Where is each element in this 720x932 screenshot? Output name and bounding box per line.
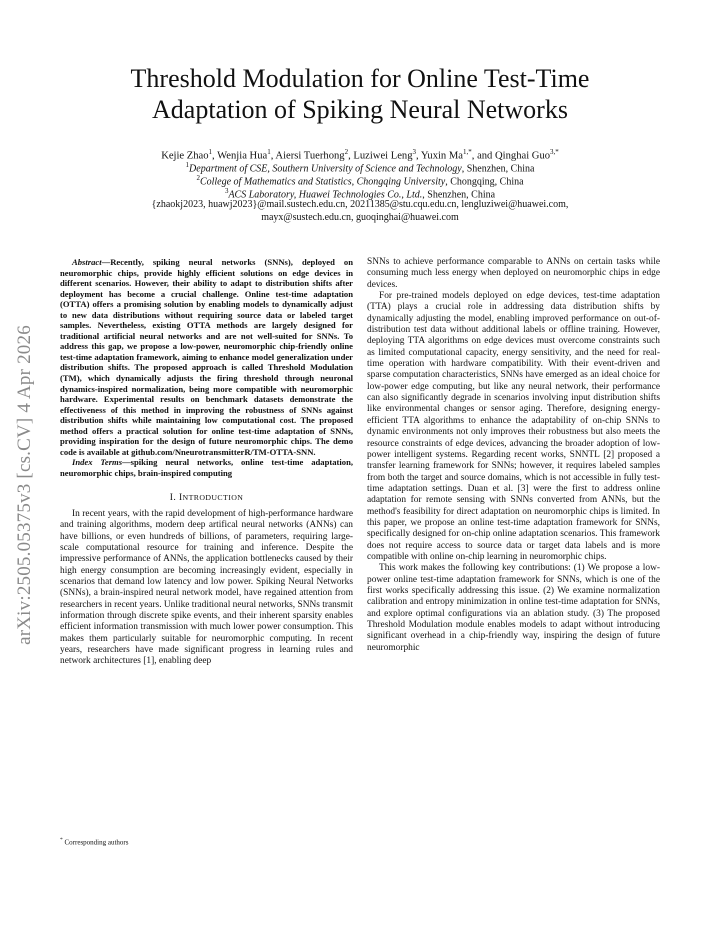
author-mark: 1 [267,148,271,156]
intro-paragraph-1: In recent years, with the rapid development of high-performance hardware and training algorithms, modern deep artifical neural networks (ANNs) can have billions, or even hundreds of billions, of parameters, requiring large-scale computational resource for training and inference. Despite the impressive performance of ANNs, the application bottlenecks caused by their high energy consumption are becoming increasingly evident, especially in scenarios that demand low latency and low power. Spiking Neural Networks (SNNs), a brain-inspired neural network model, have regained attention from researchers in recent years. Unlike traditional neural networks, SNNs transmit information through discrete spike events, and their inherent sparsity enables efficient information transmission with much lower power consumption. This makes them particularly suitable for neuromorphic computing. In recent years, researchers have made significant progress in learning rules and network architectures [1], enabling deep [60,508,353,667]
section-number: I. [169,492,179,504]
author-mark: 1 [208,148,213,156]
abstract-label: Abstract [72,257,102,267]
abstract [60,257,353,457]
section-heading-introduction [60,492,353,503]
intro-paragraph-2: For pre-trained models deployed on edge devices, test-time adaptation (TTA) plays a crucial role in addressing data distribution shifts by dynamically adjusting the model, enabling improved performance on out-of-distribution test data without additional labels or offline training. However, deploying TTA algorithms on edge devices must overcome constraints such as limited computational capacity, energy sensitivity, and the need for real-time operation with hardware compatibility. With their event-driven and sparse computation characteristics, SNNs have emerged as an ideal choice for low-power edge computing, but like any neural network, their performance can also significantly degrade in scenarios involving input distribution shifts like environmental changes or sensor aging. Therefore, designing energy-efficient TTA algorithms to enhance the adaptability of on-chip SNNs to dynamic environments not only improves their robustness but also meets the resource constraints of edge devices, advancing the broader adoption of low-power intelligent systems. Regarding recent works, SNNTL [2] proposed a transfer learning framework for SNNs; however, it requires labeled samples from both the target and source domains, which is not accessible in fully test-time adaptation settings. Duan et al. [3] were the first to address online adaptation for remote sensing with SNNs converted from ANNs, but the method's feasibility for direct adaptation on neuromorphic chips is limited. In this paper, we propose an online test-time adaptation framework for SNNs, specifically designed for on-chip online adaptation scenarios. This framework does not require access to source data or target data labels and is more compatible with online on-chip learning in neuromorphic chips. [367,291,660,562]
footnote-mark: * [60,837,63,843]
title-line-1: Threshold Modulation for Online Test-Time [130,64,590,93]
affiliation-mark: 3 [224,187,229,195]
author-mark: 2 [344,148,349,156]
right-column [367,257,660,654]
affiliation-mark: 1 [185,161,190,169]
section-first-letter: I [178,492,183,504]
index-terms [60,457,353,478]
email-line-1: {zhaokj2023, huawj2023}@mail.sustech.edu.cn, 20211385@stu.cqu.edu.cn, lengluziwei@huawei.com, [151,199,569,210]
affiliation-place: , Shenzhen, China [422,189,496,201]
affiliation-place: , Shenzhen, China [461,163,535,175]
affiliation-place: , Chongqing, China [445,176,524,188]
intro-paragraph-continued: SNNs to achieve performance comparable to ANNs on certain tasks while consuming much less energy when deployed on neuromorphic chips in edge devices. [367,257,660,290]
author-mark: 1,* [463,148,472,156]
author-name: Aiersi Tuerhong [275,150,345,162]
intro-paragraph-3: This work makes the following key contributions: (1) We propose a low-power online test-time adaptation framework for SNNs, which is one of the first works specifically addressing this issue. (2) We examine normalization calibration and entropy minimization in online test-time adaptation for SNNs, and explore optimal configurations via an ablation study. (3) The proposed Threshold Modulation module enables models to adapt without introducing significant overhead in a chip-friendly way, inspiring the design of future neuromorphic [367,563,660,653]
affiliation-org: College of Mathematics and Statistics, Chongqing University [199,176,446,188]
affiliation-org: Department of CSE, Southern University of Science and Technology [189,163,462,175]
affiliation-org: ACS Laboratory, Huawei Technologies Co., Ltd. [228,189,423,201]
author-list: Kejie Zhao$^1$, Wenjia Hua$^1$, Aiersi Tuerhong$^2$, Luziwei Leng$^3$, Yuxin $Ma^{1,*}$, and Qinghai Guo$^{3,*}$ [161,148,559,162]
author-mark: 3 [412,148,417,156]
footnote [60,836,353,847]
index-terms-label: Index Terms [72,457,123,468]
author-mark: 3,* [550,148,559,156]
arxiv-identifier: arXiv:2505.05375v3 [cs.CV] 4 Apr 2026 [14,325,35,645]
paper-title [60,63,660,125]
footnote-text: Corresponding authors [62,838,129,847]
arxiv-sidebar-stamp [5,320,45,650]
author-name: Luziwei Leng [353,150,413,162]
author-name: Qinghai Guo [495,150,551,162]
left-column [60,257,353,668]
affiliation-mark: 2 [196,174,200,182]
section-title-rest: NTRODUCTION [182,493,244,503]
author-name: Kejie Zhao [161,150,209,162]
index-terms-text: —spiking neural networks, online test-time adaptation, neuromorphic chips, brain-inspired computing [60,457,353,478]
title-line-2: Adaptation of Spiking Neural Networks [152,95,568,124]
author-name: Wenjia Hua [217,150,268,162]
email-line-2: mayx@sustech.edu.cn, guoqinghai@huawei.com [261,212,459,223]
author-name: Yuxin Ma [420,150,464,162]
abstract-text: —Recently, spiking neural networks (SNNs), deployed on neuromorphic chips, provide highly efficient solutions on edge devices in different scenarios. However, their ability to adapt to distribution shifts after deployment has become a crucial challenge. Online test-time adaptation (OTTA) offers a promising solution by enabling models to dynamically adjust to new data distributions without requiring source data or labeled target samples. Nevertheless, existing OTTA methods are largely designed for traditional artificial neural networks and are not well-suited for SNNs. To address this gap, we propose a low-power, neuromorphic chip-friendly online test-time adaptation framework, aiming to enhance model generalization under distribution shifts. The proposed approach is called Threshold Modulation (TM), which dynamically adjusts the firing threshold through neuronal dynamics-inspired normalization, being more compatible with neuromorphic hardware. Experimental results on benchmark datasets demonstrate the effectiveness of this method in improving the robustness of SNNs against distribution shifts while maintaining low computational cost. The proposed method offers a practical solution for online test-time adaptation of SNNs, providing inspiration for the design of future neuromorphic chips. The demo code is available at github.com/NneurotransmitterR/TM-OTTA-SNN. [60,257,353,457]
